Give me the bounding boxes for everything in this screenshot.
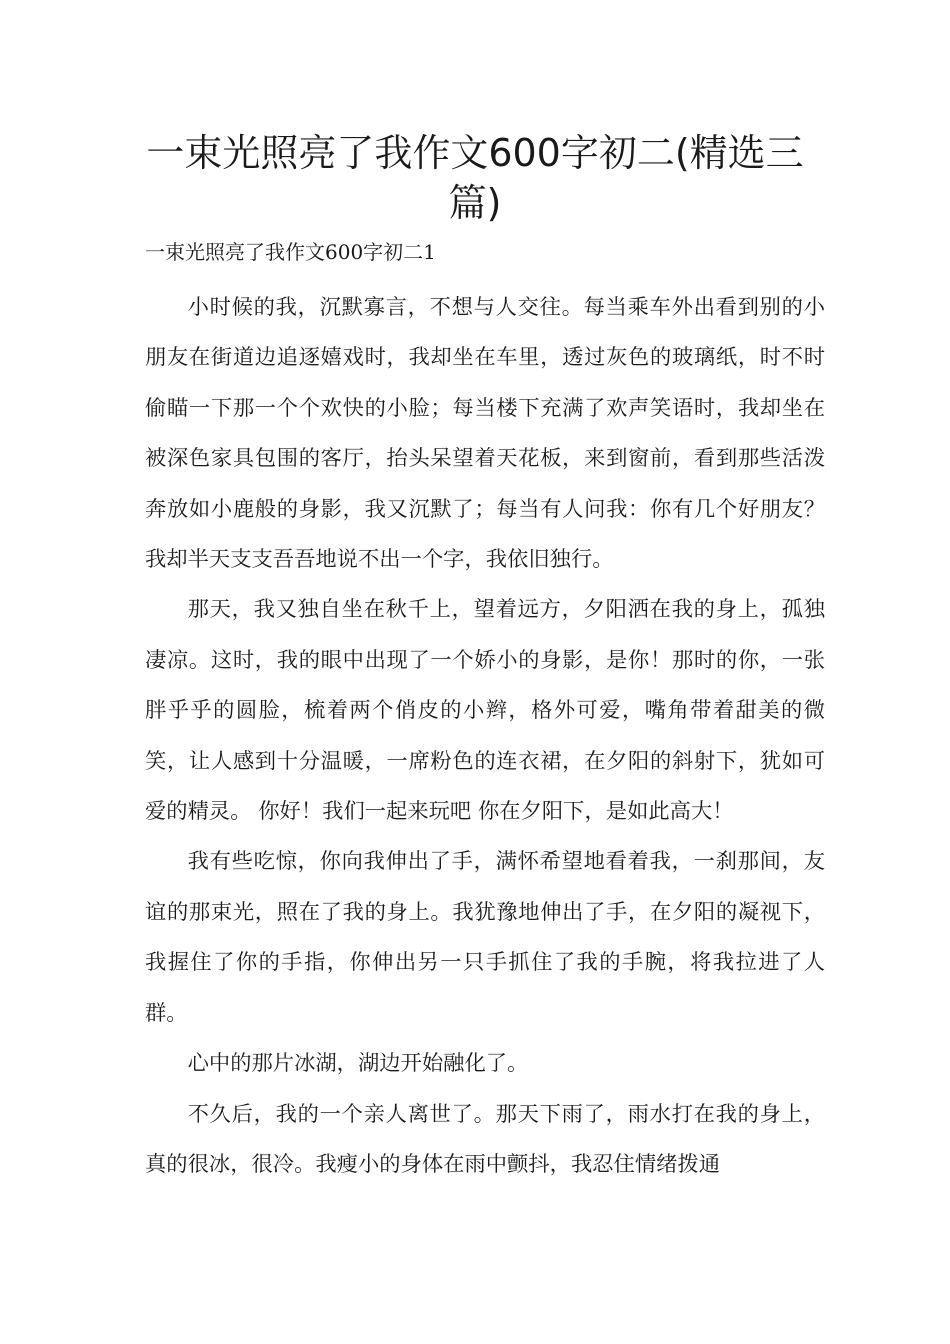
article-body — [145, 283, 825, 1190]
section-heading: 一束光照亮了我作文600字初二1 — [145, 240, 436, 264]
paragraph: 那天，我又独自坐在秋千上，望着远方，夕阳洒在我的身上，孤独凄凉。这时，我的眼中出现了一个娇小的身影，是你！那时的你，一张胖乎乎的圆脸，梳着两个俏皮的小辫，格外可爱，嘴角带着甜美的微笑，让人感到十分温暖，一席粉色的连衣裙，在夕阳的斜射下，犹如可爱的精灵。 你好！我们一起来玩吧 你在夕阳下，是如此高大！ — [145, 597, 825, 825]
paragraph: 心中的那片冰湖，湖边开始融化了。 — [187, 1051, 529, 1077]
paragraph: 小时候的我，沉默寡言，不想与人交往。每当乘车外出看到别的小朋友在街道边追逐嬉戏时，我却坐在车里，透过灰色的玻璃纸，时不时偷瞄一下那一个个欢快的小脸；每当楼下充满了欢声笑语时，我却坐在被深色家具包围的客厅，抬头呆望着天花板，来到窗前，看到那些活泼奔放如小鹿般的身影，我又沉默了；每当有人问我：你有几个好朋友？ 我却半天支支吾吾地说不出一个字，我依旧独行。 — [145, 295, 825, 573]
document-title: 一束光照亮了我作文600字初二(精选三篇) — [146, 131, 804, 225]
paragraph: 我有些吃惊，你向我伸出了手，满怀希望地看着我，一刹那间，友谊的那束光，照在了我的身上。我犹豫地伸出了手，在夕阳的凝视下，我握住了你的手指，你伸出另一只手抓住了我的手腕，将我拉进了人群。 — [145, 849, 825, 1026]
paragraph: 不久后，我的一个亲人离世了。那天下雨了，雨水打在我的身上，真的很冰，很冷。我瘦小的身体在雨中颤抖，我忍住情绪拨通 — [145, 1101, 825, 1177]
